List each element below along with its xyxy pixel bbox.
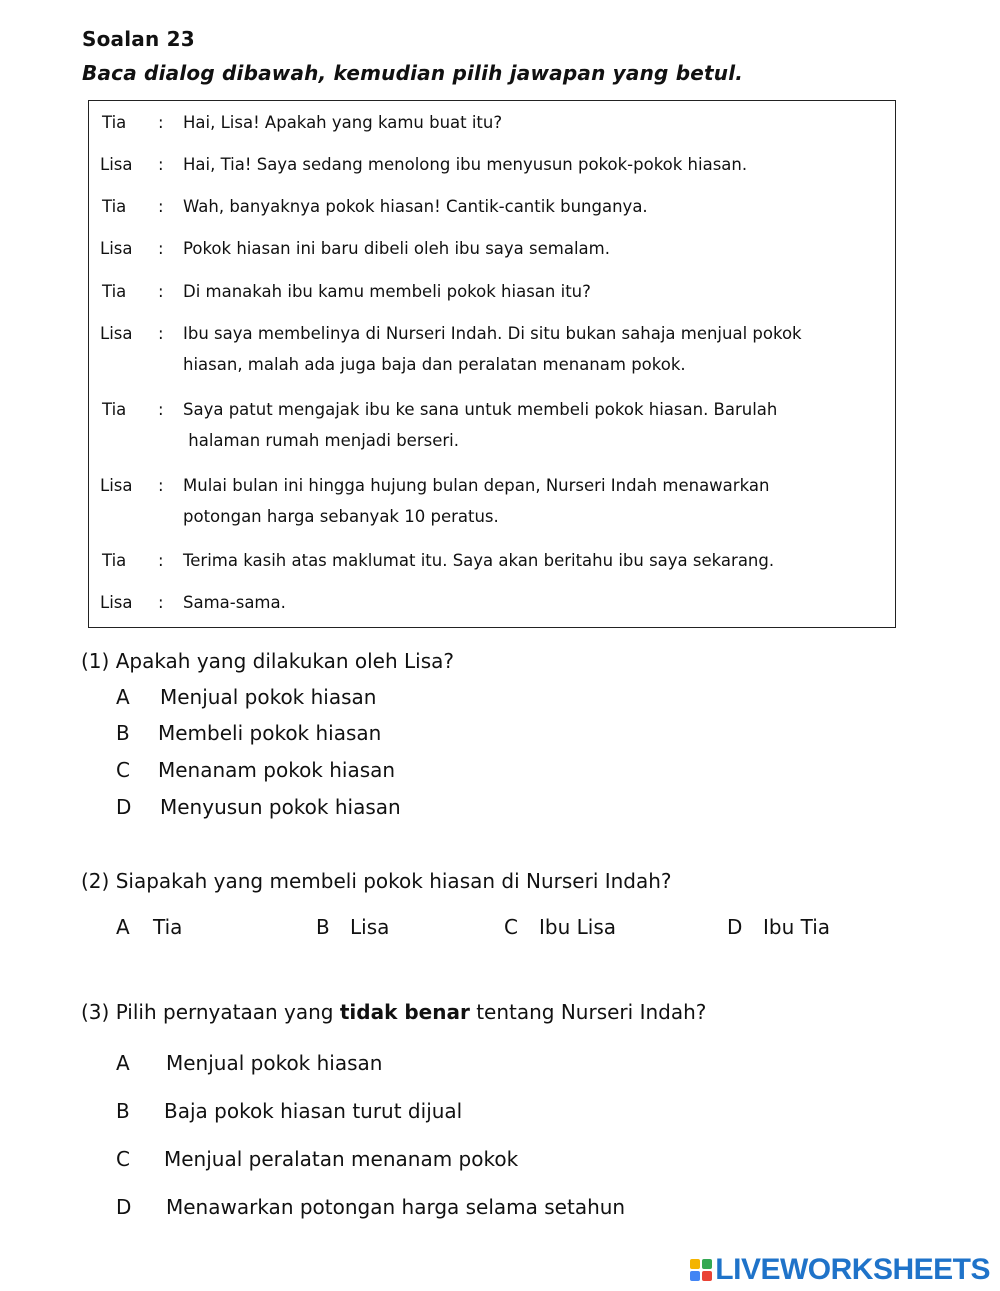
q2-option-b-letter[interactable]: B xyxy=(316,915,330,939)
question-2-prompt: (2) Siapakah yang membeli pokok hiasan di Nurseri Indah? xyxy=(81,869,672,893)
q3-prompt-after: tentang Nurseri Indah? xyxy=(469,1000,707,1024)
q2-option-b-text[interactable]: Lisa xyxy=(350,915,390,939)
q3-option-c-text[interactable]: Menjual peralatan menanam pokok xyxy=(164,1147,519,1171)
dialog-speaker: Lisa xyxy=(100,593,133,612)
dialog-text: hiasan, malah ada juga baja dan peralatan menanam pokok. xyxy=(183,355,686,374)
dialog-separator: : xyxy=(158,593,164,612)
dialog-separator: : xyxy=(158,400,164,419)
dialog-speaker: Lisa xyxy=(100,155,133,174)
liveworksheets-logo[interactable] xyxy=(690,1253,990,1287)
logo-block-4 xyxy=(702,1271,712,1281)
dialog-separator: : xyxy=(158,282,164,301)
dialog-speaker: Tia xyxy=(102,551,127,570)
q1-option-a-letter[interactable]: A xyxy=(116,685,130,709)
q2-option-d-letter[interactable]: D xyxy=(727,915,743,939)
q1-option-d-letter[interactable]: D xyxy=(116,795,132,819)
q3-option-b-letter[interactable]: B xyxy=(116,1099,130,1123)
dialog-separator: : xyxy=(158,239,164,258)
logo-block-3 xyxy=(690,1271,700,1281)
dialog-speaker: Lisa xyxy=(100,476,133,495)
dialog-text: Mulai bulan ini hingga hujung bulan depan, Nurseri Indah menawarkan xyxy=(183,476,770,495)
dialog-text: Wah, banyaknya pokok hiasan! Cantik-cantik bunganya. xyxy=(183,197,648,216)
q1-option-c-text[interactable]: Menanam pokok hiasan xyxy=(158,758,396,782)
q3-prompt-before: (3) Pilih pernyataan yang xyxy=(81,1000,340,1024)
instruction-text: Baca dialog dibawah, kemudian pilih jawapan yang betul. xyxy=(82,61,744,85)
q2-option-a-letter[interactable]: A xyxy=(116,915,130,939)
dialog-speaker: Tia xyxy=(102,282,127,301)
q1-option-b-letter[interactable]: B xyxy=(116,721,130,745)
q1-option-a-text[interactable]: Menjual pokok hiasan xyxy=(160,685,377,709)
dialog-text: potongan harga sebanyak 10 peratus. xyxy=(183,507,499,526)
dialog-speaker: Tia xyxy=(102,400,127,419)
logo-block-2 xyxy=(702,1259,712,1269)
dialog-separator: : xyxy=(158,113,164,132)
q1-option-c-letter[interactable]: C xyxy=(116,758,130,782)
q3-option-c-letter[interactable]: C xyxy=(116,1147,130,1171)
dialog-text: Pokok hiasan ini baru dibeli oleh ibu saya semalam. xyxy=(183,239,610,258)
dialog-text: Hai, Lisa! Apakah yang kamu buat itu? xyxy=(183,113,503,132)
dialog-separator: : xyxy=(158,324,164,343)
logo-blocks-icon xyxy=(690,1259,712,1281)
q3-option-b-text[interactable]: Baja pokok hiasan turut dijual xyxy=(164,1099,463,1123)
question-3-prompt xyxy=(81,999,706,1025)
dialog-separator: : xyxy=(158,155,164,174)
q2-option-c-text[interactable]: Ibu Lisa xyxy=(539,915,617,939)
dialog-text: Terima kasih atas maklumat itu. Saya akan beritahu ibu saya sekarang. xyxy=(183,551,775,570)
q3-option-a-text[interactable]: Menjual pokok hiasan xyxy=(166,1051,383,1075)
q3-option-a-letter[interactable]: A xyxy=(116,1051,130,1075)
dialog-separator: : xyxy=(158,197,164,216)
dialog-speaker: Lisa xyxy=(100,324,133,343)
logo-block-1 xyxy=(690,1259,700,1269)
q2-option-d-text[interactable]: Ibu Tia xyxy=(763,915,831,939)
dialog-text: Ibu saya membelinya di Nurseri Indah. Di situ bukan sahaja menjual pokok xyxy=(183,324,802,343)
dialog-text: Di manakah ibu kamu membeli pokok hiasan itu? xyxy=(183,282,591,301)
dialog-text: Hai, Tia! Saya sedang menolong ibu menyusun pokok-pokok hiasan. xyxy=(183,155,748,174)
q1-option-d-text[interactable]: Menyusun pokok hiasan xyxy=(160,795,401,819)
dialog-text: Sama-sama. xyxy=(183,593,286,612)
q3-option-d-text[interactable]: Menawarkan potongan harga selama setahun xyxy=(166,1195,626,1219)
brand-name: LIVEWORKSHEETS xyxy=(715,1253,990,1286)
question-1-prompt: (1) Apakah yang dilakukan oleh Lisa? xyxy=(81,649,455,673)
dialog-separator: : xyxy=(158,551,164,570)
dialog-separator: : xyxy=(158,476,164,495)
question-number: Soalan 23 xyxy=(82,27,195,51)
dialog-text: Saya patut mengajak ibu ke sana untuk membeli pokok hiasan. Barulah xyxy=(183,400,778,419)
dialog-speaker: Lisa xyxy=(100,239,133,258)
dialog-speaker: Tia xyxy=(102,197,127,216)
q2-option-a-text[interactable]: Tia xyxy=(153,915,183,939)
q3-prompt-emphasis: tidak benar xyxy=(339,1000,470,1024)
dialog-text: halaman rumah menjadi berseri. xyxy=(183,431,459,450)
dialog-speaker: Tia xyxy=(102,113,127,132)
q1-option-b-text[interactable]: Membeli pokok hiasan xyxy=(158,721,382,745)
q2-option-c-letter[interactable]: C xyxy=(504,915,518,939)
q3-option-d-letter[interactable]: D xyxy=(116,1195,132,1219)
